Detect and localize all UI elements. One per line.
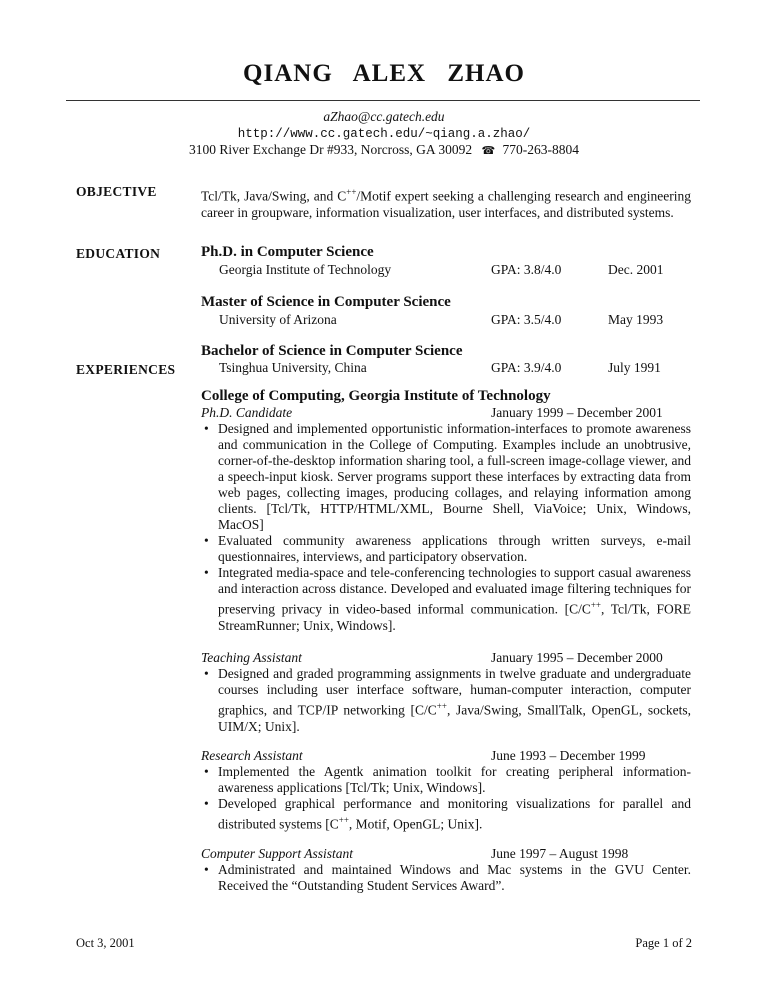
job-bullets (201, 862, 691, 894)
postal-address: 3100 River Exchange Dr #933, Norcross, GA 30092 (188, 142, 473, 157)
experiences-label: EXPERIENCES (76, 362, 176, 377)
objective-label: OBJECTIVE (76, 184, 157, 199)
degree-date: Dec. 2001 (608, 262, 664, 277)
degree-gpa: GPA: 3.5/4.0 (491, 312, 562, 327)
job-role: Teaching Assistant (201, 650, 302, 665)
page-number: Page 1 of 2 (635, 936, 692, 950)
email-address: aZhao@cc.gatech.edu (323, 109, 445, 124)
degree-institution: Tsinghua University, China (219, 360, 367, 375)
telephone-icon: ☎ (481, 145, 496, 157)
job-period: January 1999 – December 2001 (491, 405, 663, 420)
organization-name: College of Computing, Georgia Institute of Technology (201, 388, 551, 404)
degree-title: Bachelor of Science in Computer Science (201, 343, 463, 359)
list-item: • Developed graphical performance and monitoring visualizations for parallel and distributed systems [C++, Motif, OpenGL; Unix]. (201, 796, 691, 833)
phone-number: 770-263-8804 (502, 142, 580, 157)
degree-institution: University of Arizona (219, 312, 337, 327)
footer-date: Oct 3, 2001 (76, 936, 135, 950)
degree-gpa: GPA: 3.8/4.0 (491, 262, 562, 277)
education-label: EDUCATION (76, 246, 161, 261)
degree-date: May 1993 (608, 312, 664, 327)
job-role: Computer Support Assistant (201, 846, 354, 861)
list-item: • Evaluated community awareness applications through written surveys, e-mail questionnaires, interviews, and participatory observation. (201, 533, 691, 565)
resume-name: QIANG ALEX ZHAO (243, 60, 525, 87)
list-item: • Implemented the Agentk animation toolkit for creating peripheral information-awareness applications [Tcl/Tk; Unix, Windows]. (201, 764, 691, 796)
contact-line (0, 142, 768, 158)
job-period: January 1995 – December 2000 (491, 650, 663, 665)
list-item: • Designed and graded programming assignments in twelve graduate and undergraduate courses including user interface software, human-computer interaction, computer graphics, and TCP/IP networking [C/C++, Java/Swing, SmallTalk, OpenGL, sockets, UIM/X; Unix]. (201, 666, 691, 735)
job-bullets (201, 666, 691, 735)
degree-title: Master of Science in Computer Science (201, 294, 451, 310)
header-divider (66, 100, 700, 101)
degree-date: July 1991 (608, 360, 661, 375)
job-period: June 1993 – December 1999 (491, 748, 646, 763)
list-item: • Designed and implemented opportunistic information-interfaces to promote awareness and communication in the College of Computing. Examples include an unobtrusive, corner-of-the-desktop information sharing tool, a full-screen image-collage viewer, and a speech-input kiosk. Server programs support these interfaces by extracting data from web pages, collecting images, producing collages, and relaying information among clients. [Tcl/Tk, HTTP/HTML/XML, Bourne Shell, ViaVoice; Unix, Windows, MacOS] (201, 421, 691, 533)
homepage-url: http://www.cc.gatech.edu/~qiang.a.zhao/ (237, 127, 531, 141)
job-bullets (201, 764, 691, 833)
job-period: June 1997 – August 1998 (491, 846, 629, 861)
job-bullets (201, 421, 691, 634)
objective-text: Tcl/Tk, Java/Swing, and C++/Motif expert seeking a challenging research and engineering career in groupware, information visualization, user interfaces, and distributed systems. (201, 187, 691, 220)
job-role: Research Assistant (201, 748, 303, 763)
degree-gpa: GPA: 3.9/4.0 (491, 360, 562, 375)
degree-institution: Georgia Institute of Technology (219, 262, 392, 277)
list-item: • Integrated media-space and tele-conferencing technologies to support casual awareness and interaction across distance. Developed and evaluated image filtering techniques for preserving privacy in video-based informal communication. [C/C++, Tcl/Tk, FORE StreamRunner; Unix, Windows]. (201, 565, 691, 634)
job-role: Ph.D. Candidate (201, 405, 293, 420)
degree-title: Ph.D. in Computer Science (201, 244, 374, 260)
list-item: • Administrated and maintained Windows and Mac systems in the GVU Center. Received the “Outstanding Student Services Award”. (201, 862, 691, 894)
